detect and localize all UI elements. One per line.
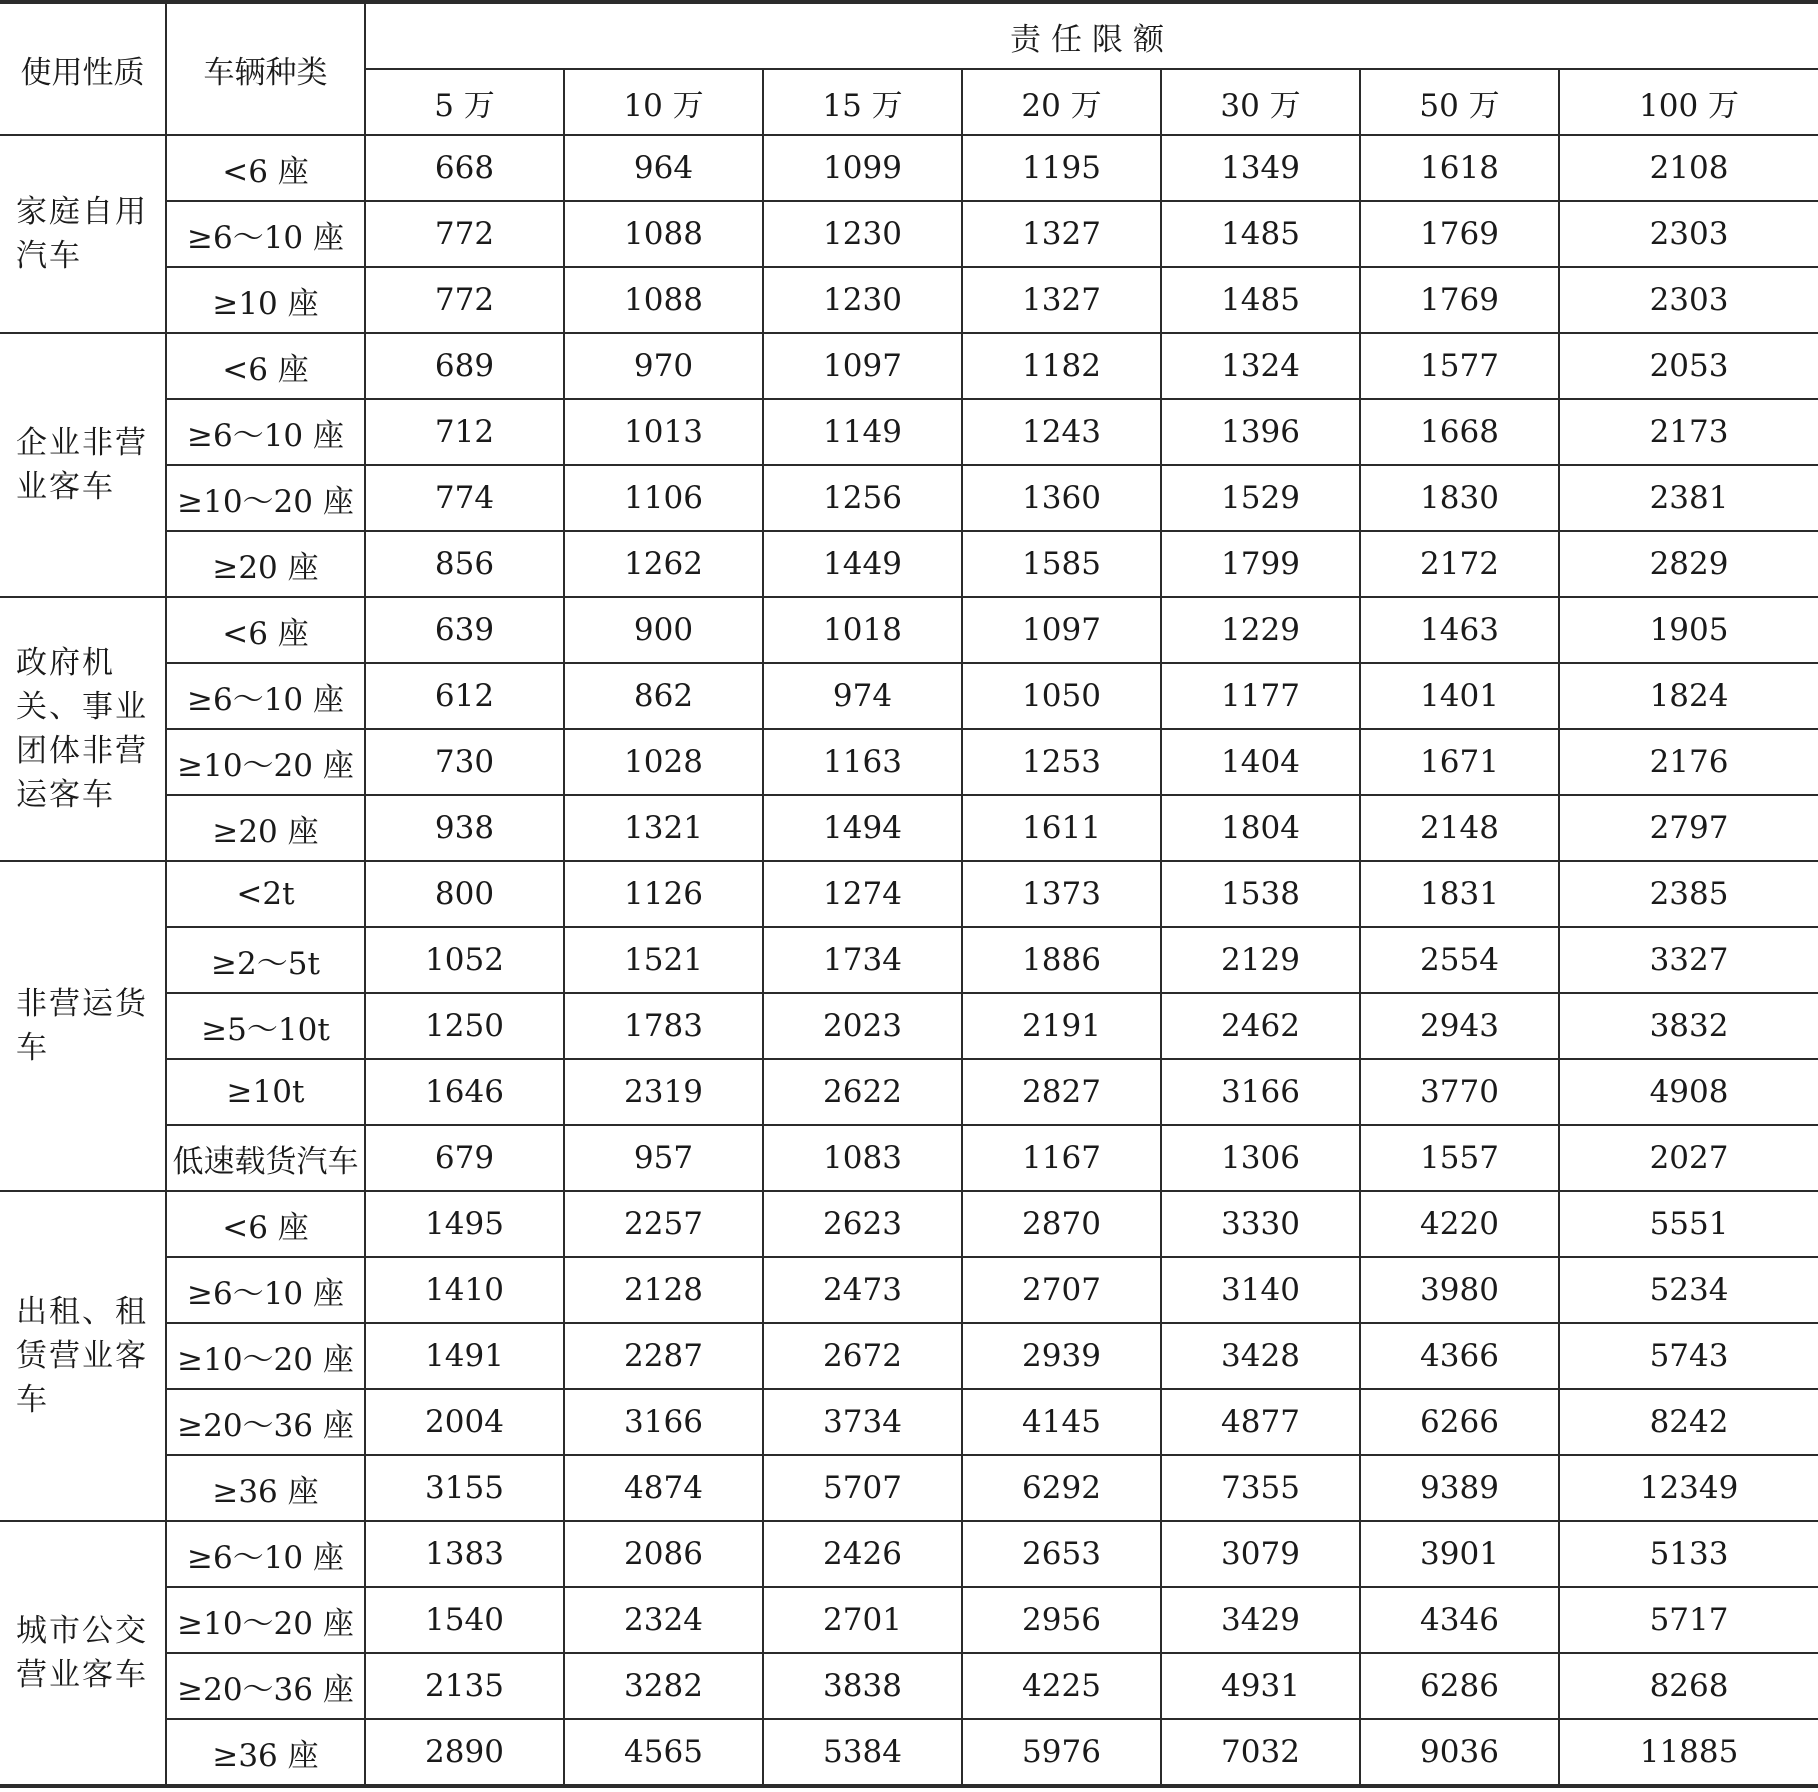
header-row-top: [0, 2, 1818, 69]
premium-value-cell: 1529: [1161, 465, 1360, 531]
premium-value-cell: 2135: [365, 1653, 564, 1719]
premium-value-cell: 3166: [1161, 1059, 1360, 1125]
premium-value-cell: 1769: [1360, 201, 1559, 267]
premium-value-cell: 2622: [763, 1059, 962, 1125]
premium-value-cell: 1256: [763, 465, 962, 531]
premium-value-cell: 1618: [1360, 135, 1559, 201]
vehicle-type-cell: ≥36 座: [166, 1455, 365, 1521]
premium-value-cell: 3901: [1360, 1521, 1559, 1587]
premium-value-cell: 2004: [365, 1389, 564, 1455]
premium-value-cell: 4908: [1559, 1059, 1818, 1125]
usage-cell: [0, 333, 166, 597]
premium-value-cell: 2956: [962, 1587, 1161, 1653]
premium-value-cell: 1083: [763, 1125, 962, 1191]
premium-value-cell: 1327: [962, 267, 1161, 333]
premium-value-cell: 3079: [1161, 1521, 1360, 1587]
premium-value-cell: 1799: [1161, 531, 1360, 597]
premium-value-cell: 4874: [564, 1455, 763, 1521]
premium-value-cell: 1250: [365, 993, 564, 1059]
premium-value-cell: 1401: [1360, 663, 1559, 729]
premium-value-cell: 8242: [1559, 1389, 1818, 1455]
premium-value-cell: 1557: [1360, 1125, 1559, 1191]
premium-value-cell: 1577: [1360, 333, 1559, 399]
premium-value-cell: 1262: [564, 531, 763, 597]
premium-value-cell: 1182: [962, 333, 1161, 399]
premium-value-cell: 1494: [763, 795, 962, 861]
premium-value-cell: 5707: [763, 1455, 962, 1521]
premium-value-cell: 2148: [1360, 795, 1559, 861]
table-row: [0, 333, 1818, 399]
vehicle-type-cell: ≥10～20 座: [166, 729, 365, 795]
premium-value-cell: 2319: [564, 1059, 763, 1125]
premium-value-cell: 6292: [962, 1455, 1161, 1521]
premium-value-cell: 1243: [962, 399, 1161, 465]
vehicle-type-cell: ≥10t: [166, 1059, 365, 1125]
premium-value-cell: 3155: [365, 1455, 564, 1521]
premium-value-cell: 4931: [1161, 1653, 1360, 1719]
usage-label: 企业非营业客车: [16, 425, 148, 505]
premium-value-cell: 2890: [365, 1719, 564, 1786]
premium-value-cell: 12349: [1559, 1455, 1818, 1521]
premium-value-cell: 1097: [962, 597, 1161, 663]
vehicle-type-cell: ≥10～20 座: [166, 465, 365, 531]
table-row: [0, 267, 1818, 333]
premium-value-cell: 1463: [1360, 597, 1559, 663]
vehicle-type-cell: ≥5～10t: [166, 993, 365, 1059]
premium-value-cell: 1396: [1161, 399, 1360, 465]
header-limit-3: 20 万: [962, 69, 1161, 135]
premium-value-cell: 5384: [763, 1719, 962, 1786]
usage-label: 政府机关、事业团体非营运客车: [16, 645, 148, 813]
premium-value-cell: 1018: [763, 597, 962, 663]
premium-value-cell: 1383: [365, 1521, 564, 1587]
table-row: [0, 993, 1818, 1059]
table-row: [0, 399, 1818, 465]
premium-value-cell: 1230: [763, 267, 962, 333]
table-row: [0, 729, 1818, 795]
premium-value-cell: 7032: [1161, 1719, 1360, 1786]
premium-value-cell: 957: [564, 1125, 763, 1191]
table-row: [0, 1059, 1818, 1125]
premium-value-cell: 4220: [1360, 1191, 1559, 1257]
premium-value-cell: 2473: [763, 1257, 962, 1323]
usage-label: 家庭自用汽车: [16, 194, 148, 274]
table-body: [0, 135, 1818, 1786]
table-row: [0, 465, 1818, 531]
premium-value-cell: 1668: [1360, 399, 1559, 465]
premium-value-cell: 612: [365, 663, 564, 729]
premium-value-cell: 2086: [564, 1521, 763, 1587]
premium-value-cell: 1783: [564, 993, 763, 1059]
premium-value-cell: 3140: [1161, 1257, 1360, 1323]
premium-value-cell: 1585: [962, 531, 1161, 597]
premium-value-cell: 1769: [1360, 267, 1559, 333]
premium-value-cell: 639: [365, 597, 564, 663]
vehicle-type-cell: 低速载货汽车: [166, 1125, 365, 1191]
premium-value-cell: 1373: [962, 861, 1161, 927]
premium-value-cell: 1013: [564, 399, 763, 465]
premium-value-cell: 5717: [1559, 1587, 1818, 1653]
premium-value-cell: 3166: [564, 1389, 763, 1455]
vehicle-type-cell: ≥10 座: [166, 267, 365, 333]
header-limit-5: 50 万: [1360, 69, 1559, 135]
premium-value-cell: 2287: [564, 1323, 763, 1389]
premium-value-cell: 1485: [1161, 201, 1360, 267]
vehicle-type-cell: <6 座: [166, 135, 365, 201]
vehicle-type-cell: ≥20～36 座: [166, 1389, 365, 1455]
table-row: [0, 597, 1818, 663]
vehicle-type-cell: ≥10～20 座: [166, 1323, 365, 1389]
header-limit-2: 15 万: [763, 69, 962, 135]
premium-value-cell: 1449: [763, 531, 962, 597]
premium-value-cell: 1905: [1559, 597, 1818, 663]
premium-value-cell: 1253: [962, 729, 1161, 795]
premium-value-cell: 2176: [1559, 729, 1818, 795]
premium-value-cell: 1886: [962, 927, 1161, 993]
table-row: [0, 531, 1818, 597]
premium-value-cell: 2653: [962, 1521, 1161, 1587]
premium-value-cell: 9036: [1360, 1719, 1559, 1786]
premium-value-cell: 1495: [365, 1191, 564, 1257]
premium-value-cell: 772: [365, 201, 564, 267]
premium-value-cell: 2129: [1161, 927, 1360, 993]
premium-value-cell: 668: [365, 135, 564, 201]
premium-value-cell: 1491: [365, 1323, 564, 1389]
vehicle-type-cell: ≥6～10 座: [166, 1521, 365, 1587]
premium-value-cell: 1088: [564, 201, 763, 267]
premium-value-cell: 3838: [763, 1653, 962, 1719]
usage-cell: [0, 1521, 166, 1786]
premium-value-cell: 2381: [1559, 465, 1818, 531]
premium-value-cell: 2303: [1559, 267, 1818, 333]
premium-value-cell: 4145: [962, 1389, 1161, 1455]
table-row: [0, 1191, 1818, 1257]
table-row: [0, 135, 1818, 201]
premium-value-cell: 4346: [1360, 1587, 1559, 1653]
premium-value-cell: 730: [365, 729, 564, 795]
vehicle-type-cell: <6 座: [166, 597, 365, 663]
premium-value-cell: 1521: [564, 927, 763, 993]
premium-value-cell: 2303: [1559, 201, 1818, 267]
vehicle-type-cell: ≥36 座: [166, 1719, 365, 1786]
vehicle-type-cell: ≥20 座: [166, 531, 365, 597]
premium-value-cell: 2027: [1559, 1125, 1818, 1191]
premium-value-cell: 1734: [763, 927, 962, 993]
premium-value-cell: 2701: [763, 1587, 962, 1653]
premium-value-cell: 1804: [1161, 795, 1360, 861]
premium-value-cell: 970: [564, 333, 763, 399]
table-row: [0, 1125, 1818, 1191]
premium-value-cell: 2053: [1559, 333, 1818, 399]
premium-value-cell: 4565: [564, 1719, 763, 1786]
usage-cell: [0, 597, 166, 861]
premium-value-cell: 2023: [763, 993, 962, 1059]
vehicle-type-cell: <2t: [166, 861, 365, 927]
premium-value-cell: 2426: [763, 1521, 962, 1587]
premium-value-cell: 679: [365, 1125, 564, 1191]
premium-value-cell: 964: [564, 135, 763, 201]
premium-value-cell: 1088: [564, 267, 763, 333]
premium-value-cell: 3832: [1559, 993, 1818, 1059]
premium-value-cell: 2943: [1360, 993, 1559, 1059]
vehicle-type-cell: ≥6～10 座: [166, 1257, 365, 1323]
premium-value-cell: 1540: [365, 1587, 564, 1653]
table-row: [0, 1257, 1818, 1323]
premium-value-cell: 3770: [1360, 1059, 1559, 1125]
premium-value-cell: 974: [763, 663, 962, 729]
premium-value-cell: 1671: [1360, 729, 1559, 795]
premium-value-cell: 6266: [1360, 1389, 1559, 1455]
premium-value-cell: 3282: [564, 1653, 763, 1719]
premium-value-cell: 2939: [962, 1323, 1161, 1389]
premium-value-cell: 5234: [1559, 1257, 1818, 1323]
premium-value-cell: 1485: [1161, 267, 1360, 333]
usage-cell: [0, 135, 166, 333]
premium-value-cell: 3428: [1161, 1323, 1360, 1389]
vehicle-type-cell: <6 座: [166, 333, 365, 399]
table-row: [0, 201, 1818, 267]
premium-value-cell: 2672: [763, 1323, 962, 1389]
header-vehicle-type: 车辆种类: [166, 2, 365, 135]
premium-value-cell: 772: [365, 267, 564, 333]
usage-cell: [0, 861, 166, 1191]
premium-value-cell: 2797: [1559, 795, 1818, 861]
vehicle-type-cell: ≥10～20 座: [166, 1587, 365, 1653]
premium-value-cell: 712: [365, 399, 564, 465]
premium-value-cell: 2707: [962, 1257, 1161, 1323]
premium-value-cell: 9389: [1360, 1455, 1559, 1521]
premium-value-cell: 1167: [962, 1125, 1161, 1191]
premium-value-cell: 2108: [1559, 135, 1818, 201]
premium-value-cell: 1646: [365, 1059, 564, 1125]
header-usage: 使用性质: [0, 2, 166, 135]
premium-value-cell: 1306: [1161, 1125, 1360, 1191]
premium-value-cell: 2554: [1360, 927, 1559, 993]
premium-value-cell: 1052: [365, 927, 564, 993]
premium-value-cell: 5551: [1559, 1191, 1818, 1257]
premium-value-cell: 4225: [962, 1653, 1161, 1719]
premium-value-cell: 1538: [1161, 861, 1360, 927]
premium-value-cell: 8268: [1559, 1653, 1818, 1719]
premium-value-cell: 1230: [763, 201, 962, 267]
premium-value-cell: 1097: [763, 333, 962, 399]
premium-value-cell: 2623: [763, 1191, 962, 1257]
premium-value-cell: 1149: [763, 399, 962, 465]
premium-value-cell: 2128: [564, 1257, 763, 1323]
premium-value-cell: 1831: [1360, 861, 1559, 927]
premium-value-cell: 3327: [1559, 927, 1818, 993]
usage-label: 城市公交营业客车: [16, 1613, 148, 1693]
premium-value-cell: 2324: [564, 1587, 763, 1653]
table-header: [0, 2, 1818, 135]
premium-value-cell: 1106: [564, 465, 763, 531]
premium-value-cell: 856: [365, 531, 564, 597]
premium-value-cell: 5133: [1559, 1521, 1818, 1587]
premium-value-cell: 1229: [1161, 597, 1360, 663]
header-limit-6: 100 万: [1559, 69, 1818, 135]
table-row: [0, 1587, 1818, 1653]
header-liability-limit: 责任限额: [365, 2, 1818, 69]
premium-value-cell: 2462: [1161, 993, 1360, 1059]
premium-value-cell: 5976: [962, 1719, 1161, 1786]
premium-value-cell: 1321: [564, 795, 763, 861]
premium-value-cell: 1028: [564, 729, 763, 795]
premium-value-cell: 2829: [1559, 531, 1818, 597]
premium-value-cell: 800: [365, 861, 564, 927]
premium-value-cell: 689: [365, 333, 564, 399]
premium-value-cell: 6286: [1360, 1653, 1559, 1719]
vehicle-type-cell: ≥6～10 座: [166, 399, 365, 465]
vehicle-type-cell: ≥6～10 座: [166, 663, 365, 729]
header-limit-1: 10 万: [564, 69, 763, 135]
premium-value-cell: 900: [564, 597, 763, 663]
premium-value-cell: 1349: [1161, 135, 1360, 201]
premium-value-cell: 1099: [763, 135, 962, 201]
vehicle-type-cell: ≥20 座: [166, 795, 365, 861]
table-row: [0, 663, 1818, 729]
premium-value-cell: 4877: [1161, 1389, 1360, 1455]
premium-value-cell: 7355: [1161, 1455, 1360, 1521]
table-row: [0, 795, 1818, 861]
premium-value-cell: 1324: [1161, 333, 1360, 399]
premium-value-cell: 3734: [763, 1389, 962, 1455]
premium-value-cell: 1050: [962, 663, 1161, 729]
premium-value-cell: 1830: [1360, 465, 1559, 531]
premium-value-cell: 1177: [1161, 663, 1360, 729]
vehicle-type-cell: ≥2～5t: [166, 927, 365, 993]
table-row: [0, 1521, 1818, 1587]
table-row: [0, 1653, 1818, 1719]
premium-value-cell: 5743: [1559, 1323, 1818, 1389]
vehicle-type-cell: ≥20～36 座: [166, 1653, 365, 1719]
premium-value-cell: 3429: [1161, 1587, 1360, 1653]
premium-value-cell: 1611: [962, 795, 1161, 861]
premium-value-cell: 4366: [1360, 1323, 1559, 1389]
premium-value-cell: 2172: [1360, 531, 1559, 597]
premium-value-cell: 862: [564, 663, 763, 729]
premium-value-cell: 1824: [1559, 663, 1818, 729]
premium-value-cell: 3330: [1161, 1191, 1360, 1257]
premium-value-cell: 3980: [1360, 1257, 1559, 1323]
usage-label: 非营运货车: [16, 986, 148, 1066]
table-row: [0, 1389, 1818, 1455]
table-row: [0, 1323, 1818, 1389]
premium-value-cell: 1126: [564, 861, 763, 927]
table-row: [0, 1719, 1818, 1786]
premium-value-cell: 938: [365, 795, 564, 861]
premium-value-cell: 1195: [962, 135, 1161, 201]
premium-value-cell: 1410: [365, 1257, 564, 1323]
premium-value-cell: 2385: [1559, 861, 1818, 927]
header-limit-4: 30 万: [1161, 69, 1360, 135]
premium-value-cell: 11885: [1559, 1719, 1818, 1786]
premium-value-cell: 1360: [962, 465, 1161, 531]
premium-value-cell: 2191: [962, 993, 1161, 1059]
vehicle-type-cell: <6 座: [166, 1191, 365, 1257]
premium-value-cell: 2827: [962, 1059, 1161, 1125]
table-row: [0, 861, 1818, 927]
premium-value-cell: 2870: [962, 1191, 1161, 1257]
premium-value-cell: 1163: [763, 729, 962, 795]
vehicle-type-cell: ≥6～10 座: [166, 201, 365, 267]
premium-value-cell: 1404: [1161, 729, 1360, 795]
premium-value-cell: 2257: [564, 1191, 763, 1257]
header-limit-0: 5 万: [365, 69, 564, 135]
usage-cell: [0, 1191, 166, 1521]
table-row: [0, 927, 1818, 993]
usage-label: 出租、租赁营业客车: [16, 1294, 148, 1418]
premium-value-cell: 2173: [1559, 399, 1818, 465]
premium-value-cell: 1274: [763, 861, 962, 927]
premium-value-cell: 774: [365, 465, 564, 531]
table-row: [0, 1455, 1818, 1521]
premium-value-cell: 1327: [962, 201, 1161, 267]
